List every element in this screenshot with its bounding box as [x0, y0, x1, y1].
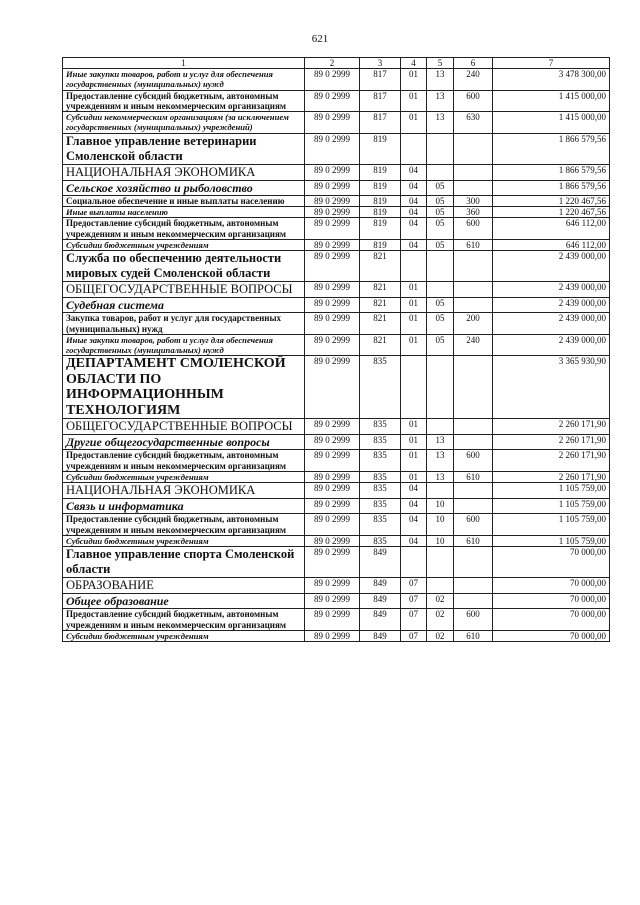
item-name-cell: Иные выплаты населению	[63, 207, 305, 218]
target-article-cell: 89 0 2999	[305, 112, 360, 134]
ministry-code-cell: 817	[360, 90, 401, 112]
amount-cell: 3 478 300,00	[493, 69, 610, 91]
table-row	[63, 419, 610, 435]
item-name-cell: Связь и информатика	[63, 499, 305, 514]
item-name-cell: Субсидии некоммерческим организациям (за исключением государственных (муниципальных) учреждений)	[63, 112, 305, 134]
subsection-code-cell	[427, 251, 454, 282]
section-code-cell: 04	[401, 195, 427, 206]
item-name-cell: Иные закупки товаров, работ и услуг для обеспечения государственных (муниципальных) нужд	[63, 334, 305, 356]
section-code-cell: 01	[401, 472, 427, 483]
subsection-code-cell	[427, 164, 454, 180]
subsection-code-cell: 02	[427, 609, 454, 631]
item-name-cell: Предоставление субсидий бюджетным, автономным учреждениям и иным некоммерческим организациям	[63, 218, 305, 240]
section-code-cell: 01	[401, 435, 427, 450]
target-article-cell: 89 0 2999	[305, 483, 360, 499]
table-row	[63, 356, 610, 419]
expense-type-cell: 610	[454, 239, 493, 250]
item-name-cell: НАЦИОНАЛЬНАЯ ЭКОНОМИКА	[63, 483, 305, 499]
ministry-code-cell: 817	[360, 112, 401, 134]
target-article-cell: 89 0 2999	[305, 499, 360, 514]
page-number: 621	[311, 33, 329, 45]
table-row	[63, 207, 610, 218]
amount-cell: 70 000,00	[493, 594, 610, 609]
subsection-code-cell: 05	[427, 334, 454, 356]
table-row	[63, 251, 610, 282]
expense-type-cell	[454, 164, 493, 180]
item-name-cell: НАЦИОНАЛЬНАЯ ЭКОНОМИКА	[63, 164, 305, 180]
subsection-code-cell: 13	[427, 450, 454, 472]
column-header: 7	[493, 58, 610, 69]
amount-cell: 1 866 579,56	[493, 180, 610, 195]
subsection-code-cell	[427, 483, 454, 499]
amount-cell: 646 112,00	[493, 239, 610, 250]
expense-type-cell: 610	[454, 630, 493, 641]
target-article-cell: 89 0 2999	[305, 282, 360, 298]
subsection-code-cell: 13	[427, 69, 454, 91]
column-header: 6	[454, 58, 493, 69]
section-code-cell: 01	[401, 112, 427, 134]
expense-type-cell	[454, 282, 493, 298]
item-name-cell: Субсидии бюджетным учреждениям	[63, 239, 305, 250]
subsection-code-cell: 13	[427, 90, 454, 112]
expense-type-cell: 610	[454, 472, 493, 483]
table-row	[63, 547, 610, 578]
ministry-code-cell: 849	[360, 578, 401, 594]
item-name-cell: Другие общегосударственные вопросы	[63, 435, 305, 450]
item-name-cell: ОБЩЕГОСУДАРСТВЕННЫЕ ВОПРОСЫ	[63, 419, 305, 435]
amount-cell: 2 439 000,00	[493, 251, 610, 282]
table-row	[63, 133, 610, 164]
expense-type-cell	[454, 133, 493, 164]
section-code-cell: 01	[401, 298, 427, 313]
ministry-code-cell: 821	[360, 313, 401, 335]
amount-cell: 70 000,00	[493, 578, 610, 594]
amount-cell: 1 866 579,56	[493, 164, 610, 180]
target-article-cell: 89 0 2999	[305, 594, 360, 609]
target-article-cell: 89 0 2999	[305, 578, 360, 594]
item-name-cell: Субсидии бюджетным учреждениям	[63, 535, 305, 546]
expense-type-cell: 200	[454, 313, 493, 335]
ministry-code-cell: 835	[360, 514, 401, 536]
expense-type-cell: 600	[454, 218, 493, 240]
amount-cell: 1 220 467,56	[493, 195, 610, 206]
target-article-cell: 89 0 2999	[305, 164, 360, 180]
amount-cell: 2 260 171,90	[493, 450, 610, 472]
item-name-cell: Главное управление ветеринарии Смоленской области	[63, 133, 305, 164]
item-name-cell: Предоставление субсидий бюджетным, автономным учреждениям и иным некоммерческим организациям	[63, 514, 305, 536]
amount-cell: 2 260 171,90	[493, 419, 610, 435]
target-article-cell: 89 0 2999	[305, 251, 360, 282]
target-article-cell: 89 0 2999	[305, 419, 360, 435]
table-row	[63, 112, 610, 134]
expense-type-cell	[454, 594, 493, 609]
section-code-cell: 01	[401, 90, 427, 112]
table-row	[63, 180, 610, 195]
section-code-cell	[401, 133, 427, 164]
table-row	[63, 195, 610, 206]
target-article-cell: 89 0 2999	[305, 535, 360, 546]
section-code-cell	[401, 547, 427, 578]
table-row	[63, 450, 610, 472]
item-name-cell: ОБЩЕГОСУДАРСТВЕННЫЕ ВОПРОСЫ	[63, 282, 305, 298]
section-code-cell: 04	[401, 207, 427, 218]
table-row	[63, 514, 610, 536]
table-row	[63, 90, 610, 112]
section-code-cell: 01	[401, 313, 427, 335]
item-name-cell: Социальное обеспечение и иные выплаты населению	[63, 195, 305, 206]
expense-type-cell: 630	[454, 112, 493, 134]
ministry-code-cell: 821	[360, 298, 401, 313]
subsection-code-cell	[427, 419, 454, 435]
target-article-cell: 89 0 2999	[305, 514, 360, 536]
target-article-cell: 89 0 2999	[305, 298, 360, 313]
item-name-cell: Субсидии бюджетным учреждениям	[63, 630, 305, 641]
expense-type-cell: 600	[454, 90, 493, 112]
amount-cell: 1 105 759,00	[493, 483, 610, 499]
ministry-code-cell: 835	[360, 535, 401, 546]
ministry-code-cell: 819	[360, 133, 401, 164]
section-code-cell: 07	[401, 609, 427, 631]
ministry-code-cell: 835	[360, 356, 401, 419]
subsection-code-cell: 05	[427, 218, 454, 240]
amount-cell: 2 439 000,00	[493, 334, 610, 356]
item-name-cell: Субсидии бюджетным учреждениям	[63, 472, 305, 483]
section-code-cell: 04	[401, 239, 427, 250]
target-article-cell: 89 0 2999	[305, 239, 360, 250]
target-article-cell: 89 0 2999	[305, 69, 360, 91]
item-name-cell: ОБРАЗОВАНИЕ	[63, 578, 305, 594]
target-article-cell: 89 0 2999	[305, 334, 360, 356]
subsection-code-cell: 02	[427, 594, 454, 609]
section-code-cell: 07	[401, 594, 427, 609]
section-code-cell: 01	[401, 334, 427, 356]
target-article-cell: 89 0 2999	[305, 609, 360, 631]
ministry-code-cell: 835	[360, 419, 401, 435]
amount-cell: 70 000,00	[493, 609, 610, 631]
ministry-code-cell: 819	[360, 239, 401, 250]
subsection-code-cell: 10	[427, 535, 454, 546]
subsection-code-cell	[427, 282, 454, 298]
section-code-cell: 04	[401, 514, 427, 536]
table-row	[63, 282, 610, 298]
table-row	[63, 630, 610, 641]
subsection-code-cell: 13	[427, 435, 454, 450]
section-code-cell: 01	[401, 419, 427, 435]
section-code-cell: 07	[401, 630, 427, 641]
budget-table	[62, 57, 610, 642]
expense-type-cell	[454, 180, 493, 195]
item-name-cell: ДЕПАРТАМЕНТ СМОЛЕНСКОЙ ОБЛАСТИ ПО ИНФОРМАЦИОННЫМ ТЕХНОЛОГИЯМ	[63, 356, 305, 419]
amount-cell: 2 260 171,90	[493, 472, 610, 483]
ministry-code-cell: 819	[360, 195, 401, 206]
subsection-code-cell: 05	[427, 180, 454, 195]
table-row	[63, 239, 610, 250]
subsection-code-cell: 02	[427, 630, 454, 641]
item-name-cell: Предоставление субсидий бюджетным, автономным учреждениям и иным некоммерческим организациям	[63, 609, 305, 631]
target-article-cell: 89 0 2999	[305, 133, 360, 164]
target-article-cell: 89 0 2999	[305, 195, 360, 206]
ministry-code-cell: 849	[360, 547, 401, 578]
table-row	[63, 334, 610, 356]
subsection-code-cell	[427, 356, 454, 419]
item-name-cell: Судебная система	[63, 298, 305, 313]
expense-type-cell	[454, 547, 493, 578]
expense-type-cell: 240	[454, 334, 493, 356]
subsection-code-cell: 10	[427, 499, 454, 514]
expense-type-cell	[454, 356, 493, 419]
amount-cell: 1 415 000,00	[493, 112, 610, 134]
ministry-code-cell: 835	[360, 435, 401, 450]
ministry-code-cell: 819	[360, 207, 401, 218]
subsection-code-cell: 05	[427, 195, 454, 206]
column-header: 1	[63, 58, 305, 69]
ministry-code-cell: 849	[360, 630, 401, 641]
subsection-code-cell: 05	[427, 298, 454, 313]
expense-type-cell	[454, 419, 493, 435]
column-header: 5	[427, 58, 454, 69]
ministry-code-cell: 821	[360, 251, 401, 282]
amount-cell: 1 105 759,00	[493, 535, 610, 546]
subsection-code-cell: 13	[427, 112, 454, 134]
ministry-code-cell: 819	[360, 164, 401, 180]
subsection-code-cell	[427, 578, 454, 594]
ministry-code-cell: 817	[360, 69, 401, 91]
target-article-cell: 89 0 2999	[305, 472, 360, 483]
subsection-code-cell: 05	[427, 207, 454, 218]
item-name-cell: Предоставление субсидий бюджетным, автономным учреждениям и иным некоммерческим организациям	[63, 450, 305, 472]
amount-cell: 2 439 000,00	[493, 298, 610, 313]
section-code-cell	[401, 356, 427, 419]
target-article-cell: 89 0 2999	[305, 435, 360, 450]
ministry-code-cell: 835	[360, 472, 401, 483]
table-row	[63, 609, 610, 631]
table-row	[63, 594, 610, 609]
expense-type-cell: 610	[454, 535, 493, 546]
expense-type-cell	[454, 251, 493, 282]
subsection-code-cell	[427, 133, 454, 164]
subsection-code-cell: 05	[427, 313, 454, 335]
amount-cell: 70 000,00	[493, 547, 610, 578]
target-article-cell: 89 0 2999	[305, 547, 360, 578]
column-header: 3	[360, 58, 401, 69]
amount-cell: 1 105 759,00	[493, 499, 610, 514]
section-code-cell: 04	[401, 535, 427, 546]
header-row	[63, 58, 610, 69]
target-article-cell: 89 0 2999	[305, 207, 360, 218]
target-article-cell: 89 0 2999	[305, 450, 360, 472]
section-code-cell: 01	[401, 450, 427, 472]
amount-cell: 70 000,00	[493, 630, 610, 641]
target-article-cell: 89 0 2999	[305, 90, 360, 112]
expense-type-cell: 600	[454, 609, 493, 631]
subsection-code-cell: 05	[427, 239, 454, 250]
ministry-code-cell: 819	[360, 218, 401, 240]
section-code-cell: 04	[401, 218, 427, 240]
target-article-cell: 89 0 2999	[305, 630, 360, 641]
amount-cell: 2 260 171,90	[493, 435, 610, 450]
expense-type-cell: 600	[454, 514, 493, 536]
amount-cell: 1 415 000,00	[493, 90, 610, 112]
expense-type-cell	[454, 499, 493, 514]
item-name-cell: Главное управление спорта Смоленской области	[63, 547, 305, 578]
table-row	[63, 164, 610, 180]
ministry-code-cell: 821	[360, 334, 401, 356]
table-row	[63, 483, 610, 499]
item-name-cell: Предоставление субсидий бюджетным, автономным учреждениям и иным некоммерческим организациям	[63, 90, 305, 112]
amount-cell: 2 439 000,00	[493, 282, 610, 298]
expense-type-cell: 300	[454, 195, 493, 206]
section-code-cell: 04	[401, 483, 427, 499]
table-row	[63, 435, 610, 450]
section-code-cell: 04	[401, 164, 427, 180]
amount-cell: 1 220 467,56	[493, 207, 610, 218]
amount-cell: 2 439 000,00	[493, 313, 610, 335]
table-row	[63, 535, 610, 546]
item-name-cell: Иные закупки товаров, работ и услуг для обеспечения государственных (муниципальных) нужд	[63, 69, 305, 91]
ministry-code-cell: 821	[360, 282, 401, 298]
expense-type-cell	[454, 298, 493, 313]
column-header: 4	[401, 58, 427, 69]
expense-type-cell	[454, 483, 493, 499]
expense-type-cell	[454, 578, 493, 594]
section-code-cell: 04	[401, 499, 427, 514]
expense-type-cell: 600	[454, 450, 493, 472]
table-row	[63, 499, 610, 514]
ministry-code-cell: 819	[360, 180, 401, 195]
table-row	[63, 313, 610, 335]
table-row	[63, 578, 610, 594]
amount-cell: 1 105 759,00	[493, 514, 610, 536]
amount-cell: 1 866 579,56	[493, 133, 610, 164]
table-row	[63, 472, 610, 483]
subsection-code-cell: 13	[427, 472, 454, 483]
item-name-cell: Сельское хозяйство и рыболовство	[63, 180, 305, 195]
section-code-cell: 04	[401, 180, 427, 195]
amount-cell: 646 112,00	[493, 218, 610, 240]
amount-cell: 3 365 930,90	[493, 356, 610, 419]
column-header: 2	[305, 58, 360, 69]
expense-type-cell: 240	[454, 69, 493, 91]
section-code-cell: 07	[401, 578, 427, 594]
subsection-code-cell	[427, 547, 454, 578]
table-row	[63, 218, 610, 240]
item-name-cell: Закупка товаров, работ и услуг для государственных (муниципальных) нужд	[63, 313, 305, 335]
ministry-code-cell: 835	[360, 499, 401, 514]
target-article-cell: 89 0 2999	[305, 180, 360, 195]
item-name-cell: Служба по обеспечению деятельности мировых судей Смоленской области	[63, 251, 305, 282]
expense-type-cell: 360	[454, 207, 493, 218]
ministry-code-cell: 835	[360, 483, 401, 499]
target-article-cell: 89 0 2999	[305, 356, 360, 419]
item-name-cell: Общее образование	[63, 594, 305, 609]
ministry-code-cell: 849	[360, 594, 401, 609]
table-row	[63, 298, 610, 313]
subsection-code-cell: 10	[427, 514, 454, 536]
section-code-cell	[401, 251, 427, 282]
target-article-cell: 89 0 2999	[305, 218, 360, 240]
ministry-code-cell: 849	[360, 609, 401, 631]
section-code-cell: 01	[401, 282, 427, 298]
section-code-cell: 01	[401, 69, 427, 91]
ministry-code-cell: 835	[360, 450, 401, 472]
table-row	[63, 69, 610, 91]
target-article-cell: 89 0 2999	[305, 313, 360, 335]
expense-type-cell	[454, 435, 493, 450]
